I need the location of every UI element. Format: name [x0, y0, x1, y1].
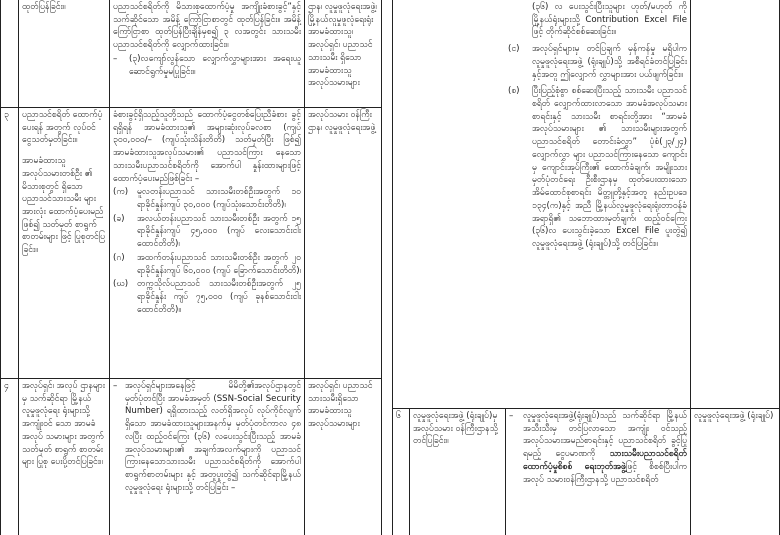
row4-bullet	[113, 380, 301, 494]
top-row-responsible-cell: ဌာန၊ လူမှုဖူလုံရေးအဖွဲ့၊ မြို့နယ်လူမှုဖူလုံရေးရုံး အာမခံထားသူ၊ အလုပ်ရှင်၊ ပညာသင် သားသမီး ရှိသော အာမခံထားသူ အလုပ်သမားများ	[308, 2, 377, 89]
row3-step-cell	[19, 108, 109, 378]
row6-detail-cell	[506, 409, 690, 535]
row3-responsible-cell: အလုပ်သမား ဝန်ကြီး ဌာန၊ လူမှုဖူလုံရေးအဖွဲ့	[308, 110, 376, 133]
dash-marker: –	[113, 381, 118, 391]
list-item-text: တက္ကသိုလ်ပညာသင် သားသမီးတစ်ဦးအတွက် ၂၅ ရာခိုင်နှုန်း ကျပ် ၇၅,၀၀၀ (ကျပ် ခုနစ်သောင်းငါးထောင်တိတိ)။	[137, 279, 301, 315]
right-page-table	[392, 0, 780, 535]
row6-text-b: ဖြင့် စိစစ်ပြီးပါက အလုပ် သမားဝန်ကြီးဌာနသို့ ပညာသင်စရိတ်	[523, 461, 687, 485]
top-row-step-cell: ထုတ်ပြန်ခြင်း။	[22, 2, 66, 12]
top-row-bullet-text: (၃)လကျော်လွန်သော လျှောက်လွှာများအား အရေးယူဆောင်ရွက်မှုမပြုခြင်း။	[129, 53, 301, 77]
list-item-text: ပြီးပြည့်စုံစွာ စစ်ဆေးပြီးသည့် သားသမီး ပညာသင်စရိတ် လျှောက်ထားလာသော အာမခံအလုပ်သမားစာရင်းနှင့် သားသမီး စာရင်းတို့အား “အာမခံအလုပ်သမားများ ၏ သားသမီးများအတွက် ပညာသင်စရိတ် တောင်းခံလွှာ” ပုံစံ(၂၃/၂၄) လျှောက်လွှာ များ ပညာသင်ကြားနေသော ကျောင်းမှ ကျောင်းအုပ်ကြီး၏ ထောက်ခံချက်၊ အမျိုးသားမှတ်ပုံတင်ရေး ဦးစီးဌာနမှ ထုတ်ပေးထားသော အိမ်ထောင်စုစာရင်း မိတ္တူတို့နှင့်အတူ နည်းဥပဒေ ၁၃၄(က)နှင့် အညီ မြို့နယ်လူမှုဖူလုံရေးရုံးတာဝန်ခံ အရာရှိ၏ သဘောထားမှတ်ချက်၊ ထည့်ဝင်ကြေး (၃၆)လ ပေးသွင်းခဲ့သော Excel File ပူးတွဲ၍ လူမှုဖူလုံရေးအဖွဲ့ (ရုံးချုပ်)သို့ တင်ပြခြင်း။	[532, 86, 687, 249]
list-item-text: အလယ်တန်းပညာသင် သားသမီးတစ်ဦး အတွက် ၁၅ ရာခိုင်နှုန်းကျပ် ၄၅,၀၀၀ (ကျပ် လေးသောင်းငါးထောင်တိတိ)၊	[137, 213, 301, 250]
list-marker: (စ)	[508, 86, 520, 97]
row4-step-cell: အလုပ်ရှင်၊ အလုပ် ဌာနများမှ သက်ဆိုင်ရာ မြို့နယ်လူမှုဖူလုံရေး ရုံးများသို့ အကျုံးဝင် သော အာမခံအလုပ် သမားများ အတွက် သတ်မှတ် စာရွက် စာတမ်းများ ပြုစု ပေးပို့တင်ပြခြင်း။	[22, 381, 105, 468]
top-row-bullet	[113, 53, 301, 78]
list-item	[508, 85, 687, 250]
list-item	[113, 252, 301, 277]
list-marker: (ဂ)	[113, 252, 125, 263]
row6-step-cell: လူမှုဖူလုံရေးအဖွဲ့ (ရုံးချုပ်)မှ အလုပ်သမား ဝန်ကြီးဌာနသို့ တင်ပြခြင်း။	[413, 411, 498, 447]
list-item	[508, 43, 687, 81]
left-page-table	[0, 0, 382, 535]
row3-step-text: ပညာသင်စရိတ် ထောက်ပံ့ပေးရန် အတွက် လုပ်ဝင် ငွေသတ်မှတ်ခြင်း။	[22, 110, 103, 146]
row6-bold-text: သားသမီးပညာသင်စရိတ် ထောက်ပံ့မှုစိစစ် ရေးဘုတ်အဖွဲ့	[523, 449, 687, 472]
row-number: ၄	[4, 381, 9, 391]
row4-detail-text: အလုပ်ရှင်များအနေဖြင့် မိမိတို့၏အလုပ်ဌာနတွင် မှတ်ပုံတင်ပြီး အာမခံအမှတ် (SSN-Social Security Number) ရရှိထားသည့် လတ်ရှိအလုပ် လုပ်ကိုင်လျက်ရှိသော အာမခံထားသူများအနက်မှ မှတ်ပုံတင်ကာလ ၄၈ လပြီး ထည့်ဝင်ကြေး (၃၆) လပေးသွင်းပြီးသည့် အာမခံအလုပ်သမားများ၏ အချက်အလက်များကို ပညာသင်ကြားနေသောသားသမီး ပညာသင်စရိတ်ကို အောက်ပါစာရွက်စာတမ်းများ နှင့် အတူပူးတွဲ၍ သက်ဆိုင်ရာမြို့နယ်လူမှုဖူလုံရေး ရုံးများသို့ တင်ပြခြင်း –	[125, 381, 301, 493]
row3-detail-cell	[110, 108, 304, 378]
list-marker: (ဃ)	[113, 279, 129, 290]
top-row-detail-text: ပညာသင်စရိတ်ကို မိသားစုထောက်ပံ့မှု အကျိုးခံစားခွင့်”နှင့် သက်ဆိုင်သော အမိန့် ကြော်ငြာစာတွင် ထုတ်ပြန်ခြင်း။ အမိန့်ကြော်ငြာစာ ထုတ်ပြန်ပြီးချိန်မှစ၍ ၃ လအတွင်း သားသမီး ပညာသင်စရိတ်ကို လျှောက်ထားခြင်း။	[113, 2, 301, 51]
blank-gap	[409, 0, 410, 408]
row4-detail-cell	[110, 379, 304, 535]
top-row-detail-cell	[110, 0, 304, 107]
dash-marker: –	[509, 411, 514, 421]
dash-marker: –	[113, 53, 118, 64]
list-item	[113, 278, 301, 316]
row-number: ၆	[396, 411, 401, 421]
list-marker: (ခ)	[113, 213, 125, 224]
right-top-text: (၃၆) လ ပေးသွင်းပြီးသူများ ဟုတ်/မဟုတ် ကို မြို့နယ်ရုံးများသို့ Contribution Excel File ဖြင့် တိုက်ဆိုင်စစ်ဆေးခြင်း။	[532, 2, 687, 38]
row6-text-a: လူမှုဖူလုံရေးအဖွဲ့(ရုံးချုပ်)သည် သက်ဆိုင်ရာ မြို့နယ်အသီးသီးမှ တင်ပြလာသော အကျုံး ဝင်သည့် အလုပ်သမားအမည်စာရင်းနှင့် ပညာသင်စရိတ် ခွင့်ပြုရမည့် ငွေပမာဏကို	[523, 411, 687, 460]
row3-intro-text: ခံစားခွင့်ရှိသည့်သူတို့သည် ထောက်ပံ့ငွေတစ်ပြေးညီခံစား ခွင့်ရရှိရန် အာမခံထားသူ၏ အများဆုံးလုပ်ခလစာ (ကျပ် ၃၀၀,၀၀၀/– (ကျပ်သုံးသိန်းတိတိ) သတ်မှတ်ပြီး ဖြစ်၍ အာမခံထားသူအလုပ်သမား၏ ပညာသင်ကြား နေသော သားသမီးပညာသင်စရိတ်ကို အောက်ပါ နှုန်းထားများဖြင့် ထောက်ပံ့ပေးမည်ဖြစ်ခြင်း –	[113, 110, 301, 184]
right-top-detail-cell	[505, 0, 690, 408]
row4-responsible-cell: အလုပ်ရှင်၊ ပညာသင် သားသမီးရှိသော အာမခံထားသူ အလုပ်သမားများ	[308, 381, 373, 430]
list-item	[113, 186, 301, 211]
list-marker: (က)	[113, 187, 129, 198]
list-item-text: အထက်တန်းပညာသင် သားသမီးတစ်ဦး အတွက် ၂၀ ရာခိုင်နှုန်းကျပ် ၆၀,၀၀၀ (ကျပ် ခြောက်သောင်းတိတိ)၊	[137, 252, 302, 276]
list-item-text: အလုပ်ရှင်များမှ တင်ပြချက် မှန်ကန်မှု မရှိပါက လူမှုဖူလုံရေးအဖွဲ့ (ရုံးချုပ်)သို့ အစီရင်ခံတင်ပြခြင်းနှင့်အတူ ဤလျှောက် လွှာများအား ပယ်ဖျက်ခြင်း။	[532, 44, 687, 80]
row3-step-text-2: အာမခံထားသူ အလုပ်သမားတစ်ဦး ၏ မိသားစုတွင် ရှိသော ပညာသင်သားသမီး များ အားလုံး ထောက်ပံ့ပေးမည် ဖြစ်၍ သတ်မှတ် စာရွက် စာတမ်းများ ဖြင့် ပြုစုတင်ပြခြင်း။	[22, 156, 106, 256]
row6-detail-text	[523, 410, 687, 486]
row6-responsible-cell: လူမှုဖူလုံရေးအဖွဲ့ (ရုံးချုပ်)	[694, 411, 774, 421]
list-marker: (င)	[508, 44, 520, 55]
list-item-text: မူလတန်းပညာသင် သားသမီးတစ်ဦးအတွက် ၁၀ ရာခိုင်နှုန်းကျပ် ၃၀,၀၀၀ (ကျပ်သုံးသောင်းတိတိ)၊	[137, 187, 301, 211]
row6-bullet	[509, 410, 687, 486]
row-number: ၃	[4, 110, 9, 120]
list-item	[113, 213, 301, 251]
